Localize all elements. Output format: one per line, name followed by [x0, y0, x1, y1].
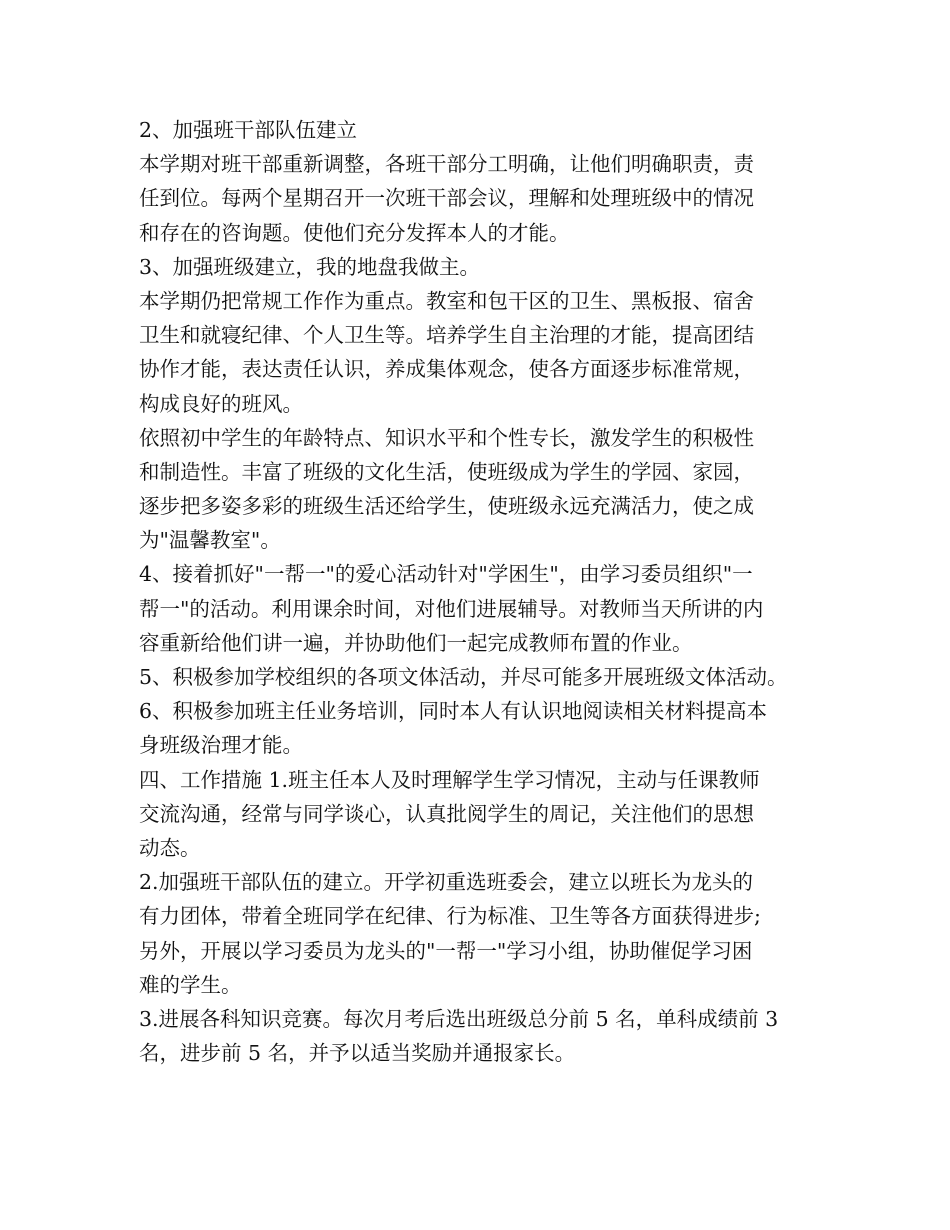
text-line: 动态。: [139, 835, 201, 860]
text-line: 为"温馨教室"。: [139, 528, 281, 553]
text-line: 2、加强班干部队伍建立: [139, 118, 358, 142]
text-line: 逐步把多姿多彩的班级生活还给学生，使班级永远充满活力，使之成: [139, 494, 754, 519]
document-body: [139, 113, 819, 1070]
text-line: 身班级治理才能。: [139, 733, 303, 758]
text-line: 6、积极参加班主任业务培训，同时本人有认识地阅读相关材料提高本: [139, 699, 768, 724]
text-line: 帮一"的活动。利用课余时间，对他们进展辅导。对教师当天所讲的内: [139, 596, 764, 621]
text-line: 构成良好的班风。: [139, 391, 303, 416]
text-line: 卫生和就寝纪律、个人卫生等。培养学生自主治理的才能，提高团结: [139, 323, 754, 348]
text-line: 交流沟通，经常与同学谈心，认真批阅学生的周记，关注他们的思想: [139, 801, 754, 826]
text-line: 容重新给他们讲一遍，并协助他们一起完成教师布置的作业。: [139, 630, 693, 655]
text-line: 3.进展各科知识竞赛。每次月考后选出班级总分前 5 名，单科成绩前 3: [139, 1006, 779, 1031]
text-line: 任到位。每两个星期召开一次班干部会议，理解和处理班级中的情况: [139, 186, 754, 211]
text-line: 难的学生。: [139, 972, 242, 997]
text-line: 本学期对班干部重新调整，各班干部分工明确，让他们明确职责，责: [139, 152, 754, 177]
text-line: 5、积极参加学校组织的各项文体活动，并尽可能多开展班级文体活动。: [139, 665, 788, 689]
text-line: 2.加强班干部队伍的建立。开学初重选班委会，建立以班长为龙头的: [139, 870, 754, 895]
text-line: 本学期仍把常规工作作为重点。教室和包干区的卫生、黑板报、宿舍: [139, 288, 754, 313]
text-line: 和存在的咨询题。使他们充分发挥本人的才能。: [139, 220, 570, 245]
text-line: 四、工作措施 1.班主任本人及时理解学生学习情况，主动与任课教师: [139, 767, 760, 792]
text-line: 3、加强班级建立，我的地盘我做主。: [139, 254, 481, 279]
text-line: 名，进步前 5 名，并予以适当奖励并通报家长。: [139, 1041, 576, 1066]
text-line: 依照初中学生的年龄特点、知识水平和个性专长，激发学生的积极性: [139, 425, 754, 450]
text-line: 另外，开展以学习委员为龙头的"一帮一"学习小组，协助催促学习困: [139, 938, 753, 963]
text-line: 有力团体，带着全班同学在纪律、行为标准、卫生等各方面获得进步;: [139, 904, 761, 929]
text-line: 和制造性。丰富了班级的文化生活，使班级成为学生的学园、家园，: [139, 459, 754, 484]
text-line: 协作才能，表达责任认识，养成集体观念，使各方面逐步标准常规，: [139, 357, 754, 382]
text-line: 4、接着抓好"一帮一"的爱心活动针对"学困生"，由学习委员组织"一: [139, 562, 753, 587]
